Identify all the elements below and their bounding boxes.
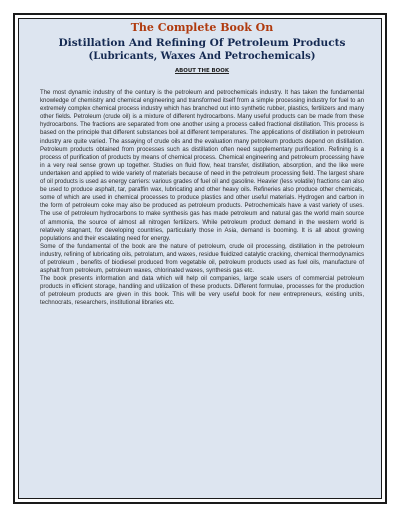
inner-frame-border — [18, 18, 382, 499]
brand-line: The Complete Book On — [130, 21, 274, 34]
body-paragraph-1: The most dynamic industry of the century is the petroleum and petrochemicals industry. It has taken the fundamental knowledge of chemistry and chemical engineering and transformed itself from a simple processing industry for fuel to an extremely complex chemical process industry which has branched out into synthetic rubber, plastics, fertilizers and many other fields. Petroleum (crude oil) is a mixture of different hydrocarbons. Many useful products can be made from these hydrocarbons. The fractions are separated from one another using a process called fractional distillation. This process is based on the principle that different substances boil at different temperatures. The applications of distillation in petroleum industry are quite varied. The assaying of crude oils and the evaluation many petroleum products depend on distillation. Petroleum products obtained from processes such as distillation often need supplementary purification. Refining is a process of purification of products by means of chemical process. Chemical engineering and petroleum processing have in a very real sense grown up together. Studies on fluid flow, heat transfer, distillation, absorption, and the like were undertaken and applied to wide variety of materials because of need in the petroleum processing field. The largest share of oil products is used as energy carriers: various grades of fuel oil and gasoline. Heavier (less volatile) fractions can also be used to produce asphalt, tar, paraffin wax, lubricating and other heavy oils. Refineries also produce other chemicals, some of which are used in chemical processes to produce plastics and other useful materials. Hydrogen and carbon in the form of petroleum coke may also be produced as petroleum products. Petrochemicals have a vast variety of uses. The use of petroleum hydrocarbons to make synthesis gas has made petroleum and natural gas the world main source of ammonia, the source of almost all nitrogen fertilizers. While petroleum product demand in the western world is relatively stagnant, for developing countries, particularly those in Asia, demand is booming. It is all about growing populations and their escalating need for energy. — [40, 90, 364, 242]
outer-frame-border — [13, 13, 387, 504]
book-title: Distillation And Refining Of Petroleum Products — [58, 37, 346, 49]
cover-content — [40, 21, 364, 308]
book-subtitle: (Lubricants, Waxes And Petrochemicals) — [88, 51, 316, 62]
body-paragraph-2: Some of the fundamental of the book are the nature of petroleum, crude oil processing, distillation in the petroleum industry, refining of lubricating oils, petrolatum, and waxes, residue fluidized catalytic cracking, chemical thermodynamics of petroleum , benefits of biodiesel produced from vegetable oil, petroleum products used as fuel oils, manufacture of asphalt from petroleum, petroleum waxes, chlorinated waxes, synthesis gas etc. — [40, 243, 364, 275]
body-paragraph-3: The book presents information and data which will help oil companies, large scale users of commercial petroleum products in efficient storage, handling and utilization of these products. Different formulae, processes for the production of petroleum products are given in this book. This will be very useful book for new entrepreneurs, existing units, technocrats, researchers, institutional libraries etc. — [40, 276, 364, 307]
section-heading-about: ABOUT THE BOOK — [175, 68, 229, 74]
